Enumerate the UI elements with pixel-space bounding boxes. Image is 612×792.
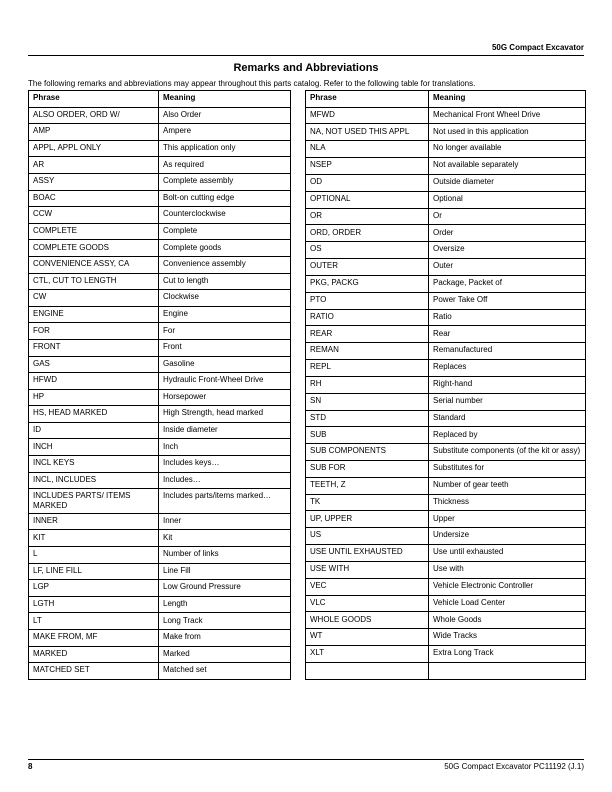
table-row [306,141,586,158]
phrase-cell: FRONT [29,339,159,356]
table-row [306,511,586,528]
table-row [306,662,586,679]
phrase-cell: NSEP [306,158,429,175]
phrase-cell: COMPLETE GOODS [29,240,159,257]
phrase-cell: TEETH, Z [306,477,429,494]
abbreviation-table-right [305,90,586,680]
meaning-cell: Substitute components (of the kit or assy) [429,444,586,461]
meaning-cell: Engine [159,306,291,323]
phrase-cell: ID [29,422,159,439]
table-row [306,107,586,124]
table-row [306,410,586,427]
phrase-cell: WHOLE GOODS [306,612,429,629]
phrase-cell: FOR [29,323,159,340]
phrase-cell: COMPLETE [29,223,159,240]
table-row [29,513,291,530]
meaning-cell: Convenience assembly [159,256,291,273]
phrase-cell: NLA [306,141,429,158]
phrase-cell: TK [306,494,429,511]
table-row [306,360,586,377]
phrase-cell: LF, LINE FILL [29,563,159,580]
phrase-cell: STD [306,410,429,427]
table-row [29,456,291,473]
phrase-cell: CCW [29,207,159,224]
table-row [29,190,291,207]
phrase-cell: AR [29,157,159,174]
page-number: 8 [28,762,33,771]
phrase-cell: OUTER [306,259,429,276]
meaning-cell: Inside diameter [159,422,291,439]
phrase-cell: KIT [29,530,159,547]
meaning-cell: Mechanical Front Wheel Drive [429,107,586,124]
table-row [306,174,586,191]
phrase-cell: VLC [306,595,429,612]
phrase-cell: HFWD [29,373,159,390]
phrase-cell: INCL, INCLUDES [29,472,159,489]
meaning-cell: Hydraulic Front-Wheel Drive [159,373,291,390]
phrase-cell: INCL KEYS [29,456,159,473]
phrase-cell: SUB [306,427,429,444]
table-row [29,563,291,580]
meaning-cell: Gasoline [159,356,291,373]
footer-doc-ref: 50G Compact Excavator PC11192 (J.1) [444,762,584,771]
table-row [306,191,586,208]
meaning-cell: Not available separately [429,158,586,175]
meaning-cell: Power Take Off [429,292,586,309]
meaning-cell: Complete goods [159,240,291,257]
meaning-cell: Vehicle Load Center [429,595,586,612]
table-row [29,613,291,630]
table-row [29,124,291,141]
phrase-cell: RH [306,376,429,393]
phrase-cell: REPL [306,360,429,377]
table-row [306,225,586,242]
meaning-cell: Wide Tracks [429,629,586,646]
table-row [29,406,291,423]
meaning-cell: Number of gear teeth [429,477,586,494]
phrase-header: Phrase [306,91,429,108]
phrase-cell: HP [29,389,159,406]
meaning-cell: Oversize [429,242,586,259]
table-row [306,309,586,326]
phrase-cell: ASSY [29,173,159,190]
table-row [306,646,586,663]
header-rule [28,55,584,56]
meaning-cell: High Strength, head marked [159,406,291,423]
table-row [29,323,291,340]
meaning-cell: Kit [159,530,291,547]
header-product: 50G Compact Excavator [491,43,584,52]
meaning-cell: Extra Long Track [429,646,586,663]
meaning-cell: Complete assembly [159,173,291,190]
meaning-cell: Or [429,208,586,225]
phrase-cell: CONVENIENCE ASSY, CA [29,256,159,273]
table-row [29,273,291,290]
phrase-cell: HS, HEAD MARKED [29,406,159,423]
table-row [29,240,291,257]
phrase-cell: INCLUDES PARTS/ ITEMS MARKED [29,489,159,514]
meaning-cell: Outside diameter [429,174,586,191]
table-row [306,208,586,225]
meaning-cell: For [159,323,291,340]
phrase-cell: XLT [306,646,429,663]
table-row [29,173,291,190]
phrase-cell: MARKED [29,646,159,663]
phrase-cell: RATIO [306,309,429,326]
phrase-cell: OPTIONAL [306,191,429,208]
meaning-cell: Matched set [159,663,291,680]
meaning-cell: Rear [429,326,586,343]
table-row [306,259,586,276]
meaning-cell: Front [159,339,291,356]
page-title: Remarks and Abbreviations [233,62,379,74]
table-row [29,207,291,224]
table-row [306,545,586,562]
meaning-cell: Outer [429,259,586,276]
meaning-cell: Inner [159,513,291,530]
meaning-cell: Low Ground Pressure [159,580,291,597]
table-row [306,561,586,578]
meaning-cell: This application only [159,140,291,157]
table-header-row [306,91,586,108]
table-row [29,472,291,489]
phrase-cell: ORD, ORDER [306,225,429,242]
phrase-cell: INNER [29,513,159,530]
table-row [306,326,586,343]
phrase-cell: GAS [29,356,159,373]
meaning-cell: As required [159,157,291,174]
table-row [306,460,586,477]
meaning-cell: Serial number [429,393,586,410]
meaning-cell: No longer available [429,141,586,158]
phrase-cell: LGTH [29,596,159,613]
phrase-cell: INCH [29,439,159,456]
phrase-cell: US [306,528,429,545]
table-row [306,376,586,393]
meaning-cell: Also Order [159,107,291,124]
meaning-cell: Optional [429,191,586,208]
table-row [29,596,291,613]
phrase-cell: WT [306,629,429,646]
table-row [29,646,291,663]
table-header-row [29,91,291,108]
table-row [29,107,291,124]
table-row [29,629,291,646]
table-row [306,477,586,494]
meaning-cell: Includes keys… [159,456,291,473]
table-row [29,389,291,406]
meaning-cell: Length [159,596,291,613]
table-row [29,530,291,547]
phrase-cell: REAR [306,326,429,343]
table-row [29,356,291,373]
phrase-cell: SN [306,393,429,410]
meaning-cell [429,662,586,679]
phrase-cell: USE UNTIL EXHAUSTED [306,545,429,562]
meaning-cell: Long Track [159,613,291,630]
table-row [29,157,291,174]
table-row [306,393,586,410]
meaning-cell: Whole Goods [429,612,586,629]
phrase-cell: SUB COMPONENTS [306,444,429,461]
phrase-cell: CTL, CUT TO LENGTH [29,273,159,290]
meaning-cell: Includes… [159,472,291,489]
phrase-cell: MATCHED SET [29,663,159,680]
table-row [29,547,291,564]
table-row [306,595,586,612]
meaning-cell: Upper [429,511,586,528]
table-row [29,580,291,597]
table-gutter [291,90,305,680]
table-row [306,528,586,545]
meaning-cell: Not used in this application [429,124,586,141]
table-row [29,290,291,307]
phrase-cell: MFWD [306,107,429,124]
meaning-cell: Right-hand [429,376,586,393]
table-row [29,339,291,356]
table-row [29,373,291,390]
table-row [29,140,291,157]
phrase-cell: BOAC [29,190,159,207]
meaning-cell: Use with [429,561,586,578]
table-row [29,223,291,240]
meaning-cell: Inch [159,439,291,456]
meaning-cell: Package, Packet of [429,275,586,292]
table-row [306,343,586,360]
meaning-cell: Clockwise [159,290,291,307]
meaning-cell: Standard [429,410,586,427]
table-row [306,242,586,259]
table-row [306,444,586,461]
phrase-cell: CW [29,290,159,307]
abbreviation-table-left [28,90,291,680]
table-row [306,124,586,141]
meaning-cell: Complete [159,223,291,240]
phrase-cell: OS [306,242,429,259]
meaning-cell: Use until exhausted [429,545,586,562]
phrase-cell [306,662,429,679]
phrase-cell: OR [306,208,429,225]
phrase-cell: PKG, PACKG [306,275,429,292]
table-row [306,494,586,511]
meaning-cell: Thickness [429,494,586,511]
phrase-cell: VEC [306,578,429,595]
meaning-cell: Vehicle Electronic Controller [429,578,586,595]
phrase-cell: REMAN [306,343,429,360]
meaning-cell: Remanufactured [429,343,586,360]
table-row [29,663,291,680]
table-row [306,292,586,309]
intro-text: The following remarks and abbreviations may appear throughout this parts catalog. Refer to the following table for translations. [28,79,476,88]
meaning-cell: Cut to length [159,273,291,290]
phrase-cell: ENGINE [29,306,159,323]
table-row [306,158,586,175]
table-row [306,612,586,629]
table-row [29,422,291,439]
table-row [29,439,291,456]
meaning-cell: Undersize [429,528,586,545]
phrase-cell: MAKE FROM, MF [29,629,159,646]
meaning-cell: Line Fill [159,563,291,580]
meaning-cell: Includes parts/items marked… [159,489,291,514]
meaning-cell: Number of links [159,547,291,564]
phrase-cell: APPL, APPL ONLY [29,140,159,157]
table-row [306,578,586,595]
phrase-cell: UP, UPPER [306,511,429,528]
meaning-header: Meaning [159,91,291,108]
table-row [29,489,291,514]
meaning-cell: Ratio [429,309,586,326]
meaning-cell: Substitutes for [429,460,586,477]
phrase-cell: L [29,547,159,564]
phrase-cell: ALSO ORDER, ORD W/ [29,107,159,124]
meaning-cell: Horsepower [159,389,291,406]
phrase-cell: USE WITH [306,561,429,578]
phrase-cell: NA, NOT USED THIS APPL [306,124,429,141]
phrase-cell: PTO [306,292,429,309]
phrase-cell: LT [29,613,159,630]
phrase-cell: AMP [29,124,159,141]
footer-rule [28,759,584,760]
phrase-cell: OD [306,174,429,191]
meaning-cell: Marked [159,646,291,663]
meaning-cell: Ampere [159,124,291,141]
meaning-cell: Replaced by [429,427,586,444]
table-row [306,427,586,444]
table-row [306,629,586,646]
phrase-cell: LGP [29,580,159,597]
table-row [29,306,291,323]
meaning-cell: Make from [159,629,291,646]
meaning-cell: Bolt-on cutting edge [159,190,291,207]
phrase-cell: SUB FOR [306,460,429,477]
meaning-cell: Order [429,225,586,242]
meaning-cell: Counterclockwise [159,207,291,224]
table-row [306,275,586,292]
meaning-cell: Replaces [429,360,586,377]
phrase-header: Phrase [29,91,159,108]
table-row [29,256,291,273]
abbreviation-tables [28,90,584,680]
meaning-header: Meaning [429,91,586,108]
